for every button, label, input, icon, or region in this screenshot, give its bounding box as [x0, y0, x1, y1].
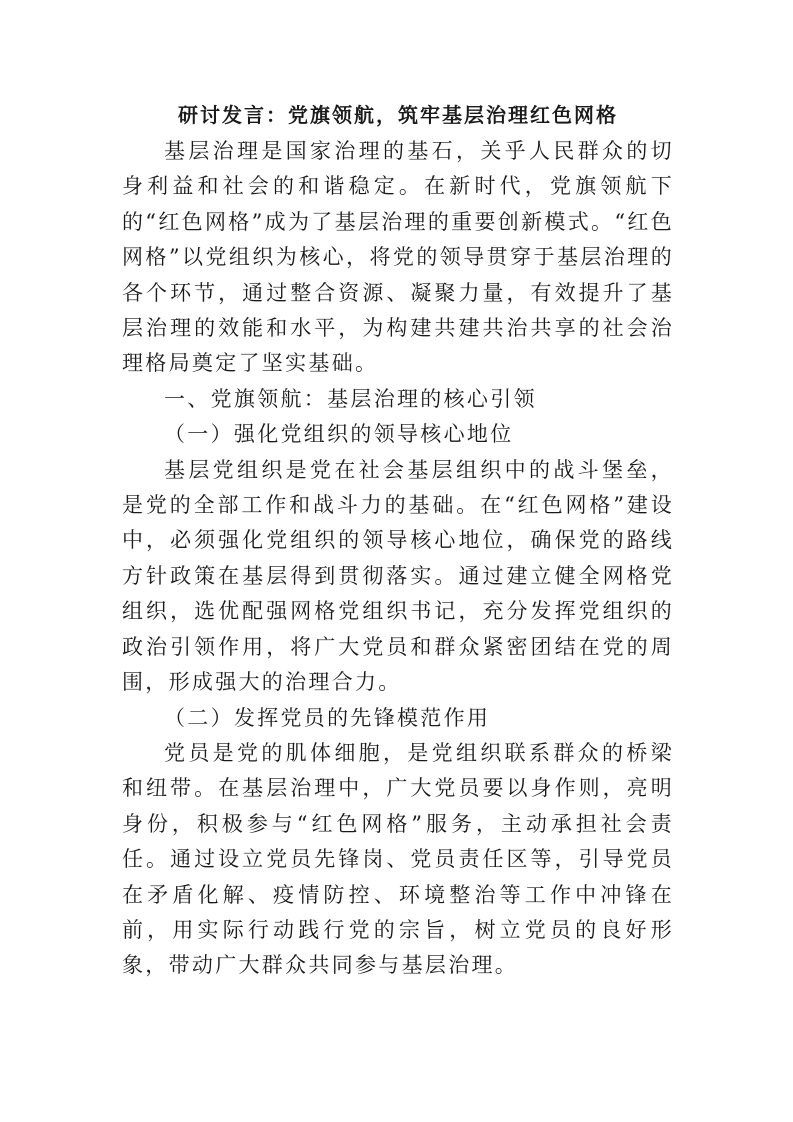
subsection-heading-1: （一）强化党组织的领导核心地位	[164, 422, 514, 447]
document-body	[122, 97, 674, 984]
subsection-paragraph-2: 党员是党的肌体细胞，是党组织联系群众的桥梁和纽带。在基层治理中，广大党员要以身作则，亮明身份，积极参与“红色网格”服务，主动承担社会责任。通过设立党员先锋岗、党员责任区等，引导党员在矛盾化解、疫情防控、环境整治等工作中冲锋在前，用实际行动践行党的宗旨，树立党员的良好形象，带动广大群众共同参与基层治理。	[122, 740, 674, 978]
document-title: 研讨发言：党旗领航，筑牢基层治理红色网格	[178, 103, 618, 127]
subsection-heading-2: （二）发挥党员的先锋模范作用	[164, 705, 491, 730]
subsection-paragraph-1: 基层党组织是党在社会基层组织中的战斗堡垒，是党的全部工作和战斗力的基础。在“红色网格”建设中，必须强化党组织的领导核心地位，确保党的路线方针政策在基层得到贯彻落实。通过建立健全网格党组织，选优配强网格党组织书记，充分发挥党组织的政治引领作用，将广大党员和群众紧密团结在党的周围，形成强大的治理合力。	[122, 457, 674, 695]
intro-paragraph: 基层治理是国家治理的基石，关乎人民群众的切身利益和社会的和谐稳定。在新时代，党旗领航下的“红色网格”成为了基层治理的重要创新模式。“红色网格”以党组织为核心，将党的领导贯穿于基层治理的各个环节，通过整合资源、凝聚力量，有效提升了基层治理的效能和水平，为构建共建共治共享的社会治理格局奠定了坚实基础。	[122, 139, 674, 376]
section-heading-1: 一、党旗领航：基层治理的核心引领	[164, 386, 537, 411]
